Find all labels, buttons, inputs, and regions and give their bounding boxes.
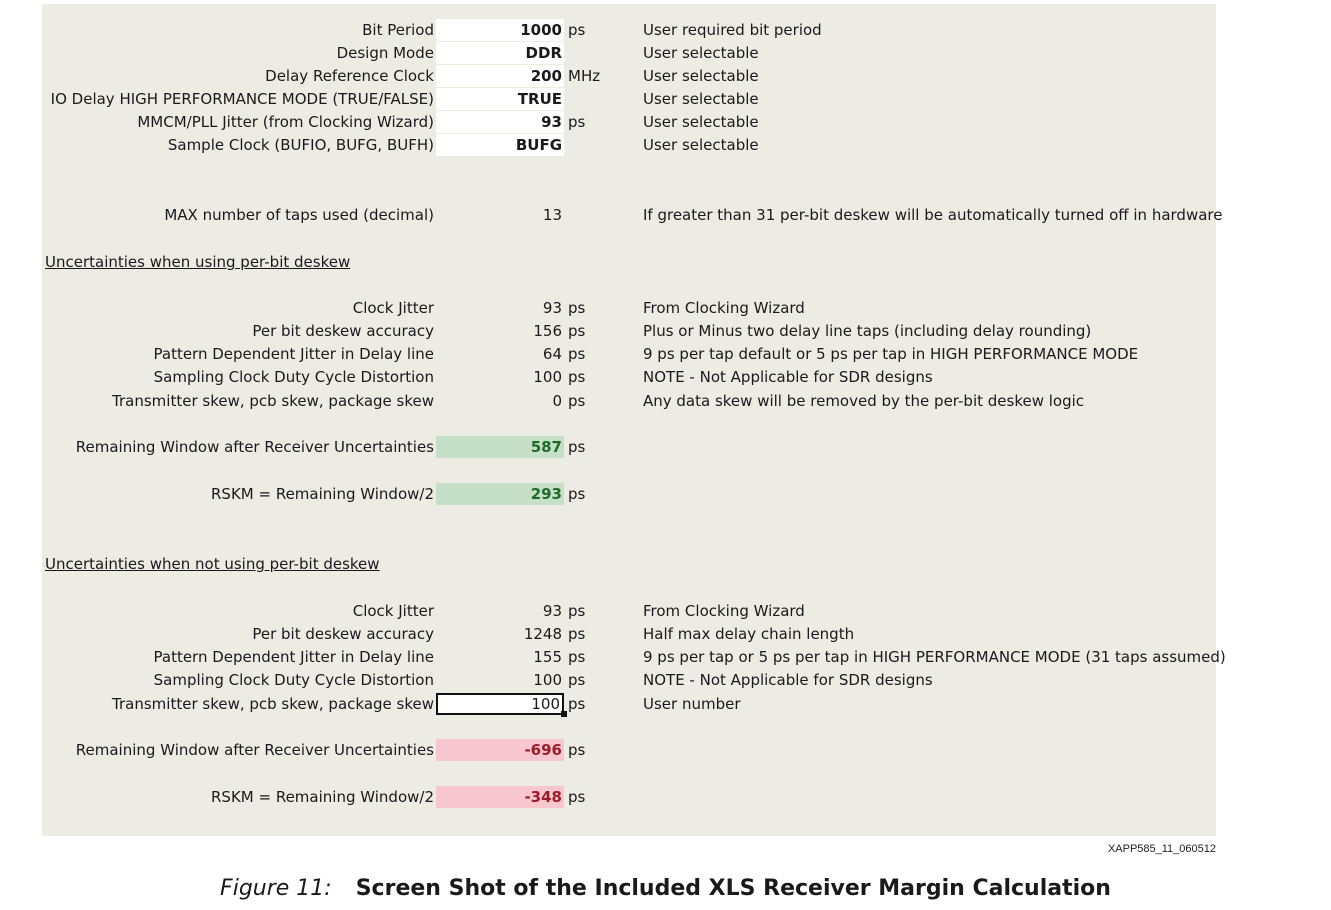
remaining-window-cell[interactable]: -696 — [436, 739, 564, 761]
row-label: Transmitter skew, pcb skew, package skew — [112, 695, 434, 713]
design-mode-cell[interactable]: DDR — [436, 42, 564, 64]
sample-clock-cell[interactable]: BUFG — [436, 134, 564, 156]
value-cell[interactable]: 155 — [533, 648, 562, 666]
row-note: User selectable — [643, 44, 759, 62]
row-label: Sampling Clock Duty Cycle Distortion — [153, 671, 434, 689]
deskew-row-pattern-jitter — [42, 343, 1216, 365]
input-row-io-delay-mode — [42, 88, 1216, 110]
deskew-row-transmitter-skew — [42, 390, 1216, 412]
rskm-cell[interactable]: -348 — [436, 786, 564, 808]
deskew-row-deskew-accuracy — [42, 320, 1216, 342]
figure-title: Screen Shot of the Included XLS Receiver Margin Calculation — [355, 876, 1111, 901]
rskm-cell[interactable]: 293 — [436, 483, 564, 505]
value-cell[interactable]: 64 — [542, 345, 562, 363]
remaining-window-cell[interactable]: 587 — [436, 436, 564, 458]
value-cell[interactable]: 93 — [542, 299, 562, 317]
row-label: Remaining Window after Receiver Uncertainties — [75, 741, 434, 759]
section-heading-no-deskew: Uncertainties when not using per-bit deskew — [45, 555, 380, 573]
row-label: MAX number of taps used (decimal) — [164, 206, 434, 224]
deskew-row-duty-cycle — [42, 366, 1216, 388]
input-row-design-mode — [42, 42, 1216, 64]
max-taps-cell[interactable]: 13 — [542, 206, 562, 224]
unit-label: ps — [568, 322, 586, 340]
row-note: If greater than 31 per-bit deskew will be automatically turned off in hardware — [643, 206, 1223, 224]
transmitter-skew-input-cell[interactable]: 100 — [436, 693, 564, 715]
cell-fill-handle[interactable] — [561, 711, 567, 717]
unit-label: ps — [568, 485, 586, 503]
max-taps-row — [42, 204, 1223, 226]
deskew-remaining-window-row — [42, 436, 1216, 458]
row-note: User required bit period — [643, 21, 822, 39]
nodeskew-rskm-row — [42, 786, 1216, 808]
row-label: MMCM/PLL Jitter (from Clocking Wizard) — [137, 113, 434, 131]
nodeskew-row-duty-cycle — [42, 669, 1216, 691]
row-label: Delay Reference Clock — [265, 67, 434, 85]
row-label: Per bit deskew accuracy — [252, 322, 434, 340]
row-note: User selectable — [643, 136, 759, 154]
unit-label: ps — [568, 648, 586, 666]
unit-label: ps — [568, 368, 586, 386]
nodeskew-row-transmitter-skew — [42, 693, 1216, 715]
row-label: RSKM = Remaining Window/2 — [211, 788, 434, 806]
row-note: 9 ps per tap or 5 ps per tap in HIGH PERFORMANCE MODE (31 taps assumed) — [643, 648, 1226, 666]
value-cell[interactable]: 100 — [533, 368, 562, 386]
row-note: Half max delay chain length — [643, 625, 855, 643]
input-row-bit-period — [42, 19, 1216, 41]
value-cell[interactable]: 0 — [552, 392, 562, 410]
row-label: Bit Period — [362, 21, 434, 39]
nodeskew-row-deskew-accuracy — [42, 623, 1216, 645]
io-delay-mode-cell[interactable]: TRUE — [436, 88, 564, 110]
row-label: Sample Clock (BUFIO, BUFG, BUFH) — [167, 136, 434, 154]
deskew-rskm-row — [42, 483, 1216, 505]
row-note: From Clocking Wizard — [643, 602, 805, 620]
input-row-sample-clock — [42, 134, 1216, 156]
row-label: Transmitter skew, pcb skew, package skew — [112, 392, 434, 410]
row-label: RSKM = Remaining Window/2 — [211, 485, 434, 503]
row-label: Sampling Clock Duty Cycle Distortion — [153, 368, 434, 386]
figure-caption — [0, 876, 1331, 901]
unit-label: ps — [568, 602, 586, 620]
figure-number: Figure 11: — [220, 876, 332, 901]
nodeskew-row-clock-jitter — [42, 600, 1216, 622]
row-label: Design Mode — [336, 44, 434, 62]
nodeskew-remaining-window-row — [42, 739, 1216, 761]
value-cell[interactable]: 1248 — [523, 625, 562, 643]
row-note: From Clocking Wizard — [643, 299, 805, 317]
unit-label: ps — [568, 741, 586, 759]
unit-label: ps — [568, 21, 586, 39]
unit-label: ps — [568, 299, 586, 317]
unit-label: ps — [568, 695, 586, 713]
row-note: NOTE - Not Applicable for SDR designs — [643, 671, 933, 689]
row-note: NOTE - Not Applicable for SDR designs — [643, 368, 933, 386]
input-row-delay-ref-clock — [42, 65, 1216, 87]
section-heading-per-bit-deskew: Uncertainties when using per-bit deskew — [45, 253, 351, 271]
row-note: Plus or Minus two delay line taps (including delay rounding) — [643, 322, 1092, 340]
mmcm-jitter-cell[interactable]: 93 — [436, 111, 564, 133]
deskew-row-clock-jitter — [42, 297, 1216, 319]
row-label: IO Delay HIGH PERFORMANCE MODE (TRUE/FALSE) — [50, 90, 434, 108]
row-note: 9 ps per tap default or 5 ps per tap in HIGH PERFORMANCE MODE — [643, 345, 1139, 363]
figure-id: XAPP585_11_060512 — [1107, 843, 1216, 855]
unit-label: ps — [568, 438, 586, 456]
unit-label: ps — [568, 625, 586, 643]
value-cell[interactable]: 156 — [533, 322, 562, 340]
row-note: Any data skew will be removed by the per-bit deskew logic — [643, 392, 1085, 410]
row-note: User selectable — [643, 113, 759, 131]
row-label: Clock Jitter — [352, 299, 434, 317]
row-note: User number — [643, 695, 741, 713]
row-note: User selectable — [643, 67, 759, 85]
row-label: Pattern Dependent Jitter in Delay line — [153, 648, 434, 666]
unit-label: ps — [568, 671, 586, 689]
bit-period-cell[interactable]: 1000 — [436, 19, 564, 41]
delay-ref-clock-cell[interactable]: 200 — [436, 65, 564, 87]
row-label: Clock Jitter — [352, 602, 434, 620]
input-row-mmcm-jitter — [42, 111, 1216, 133]
row-label: Pattern Dependent Jitter in Delay line — [153, 345, 434, 363]
unit-label: ps — [568, 113, 586, 131]
row-label: Remaining Window after Receiver Uncertainties — [75, 438, 434, 456]
value-cell[interactable]: 93 — [542, 602, 562, 620]
nodeskew-row-pattern-jitter — [42, 646, 1226, 668]
row-label: Per bit deskew accuracy — [252, 625, 434, 643]
value-cell[interactable]: 100 — [533, 671, 562, 689]
unit-label: ps — [568, 392, 586, 410]
unit-label: ps — [568, 345, 586, 363]
spreadsheet-area — [42, 4, 1226, 836]
unit-label: ps — [568, 788, 586, 806]
row-note: User selectable — [643, 90, 759, 108]
unit-label: MHz — [568, 67, 601, 85]
